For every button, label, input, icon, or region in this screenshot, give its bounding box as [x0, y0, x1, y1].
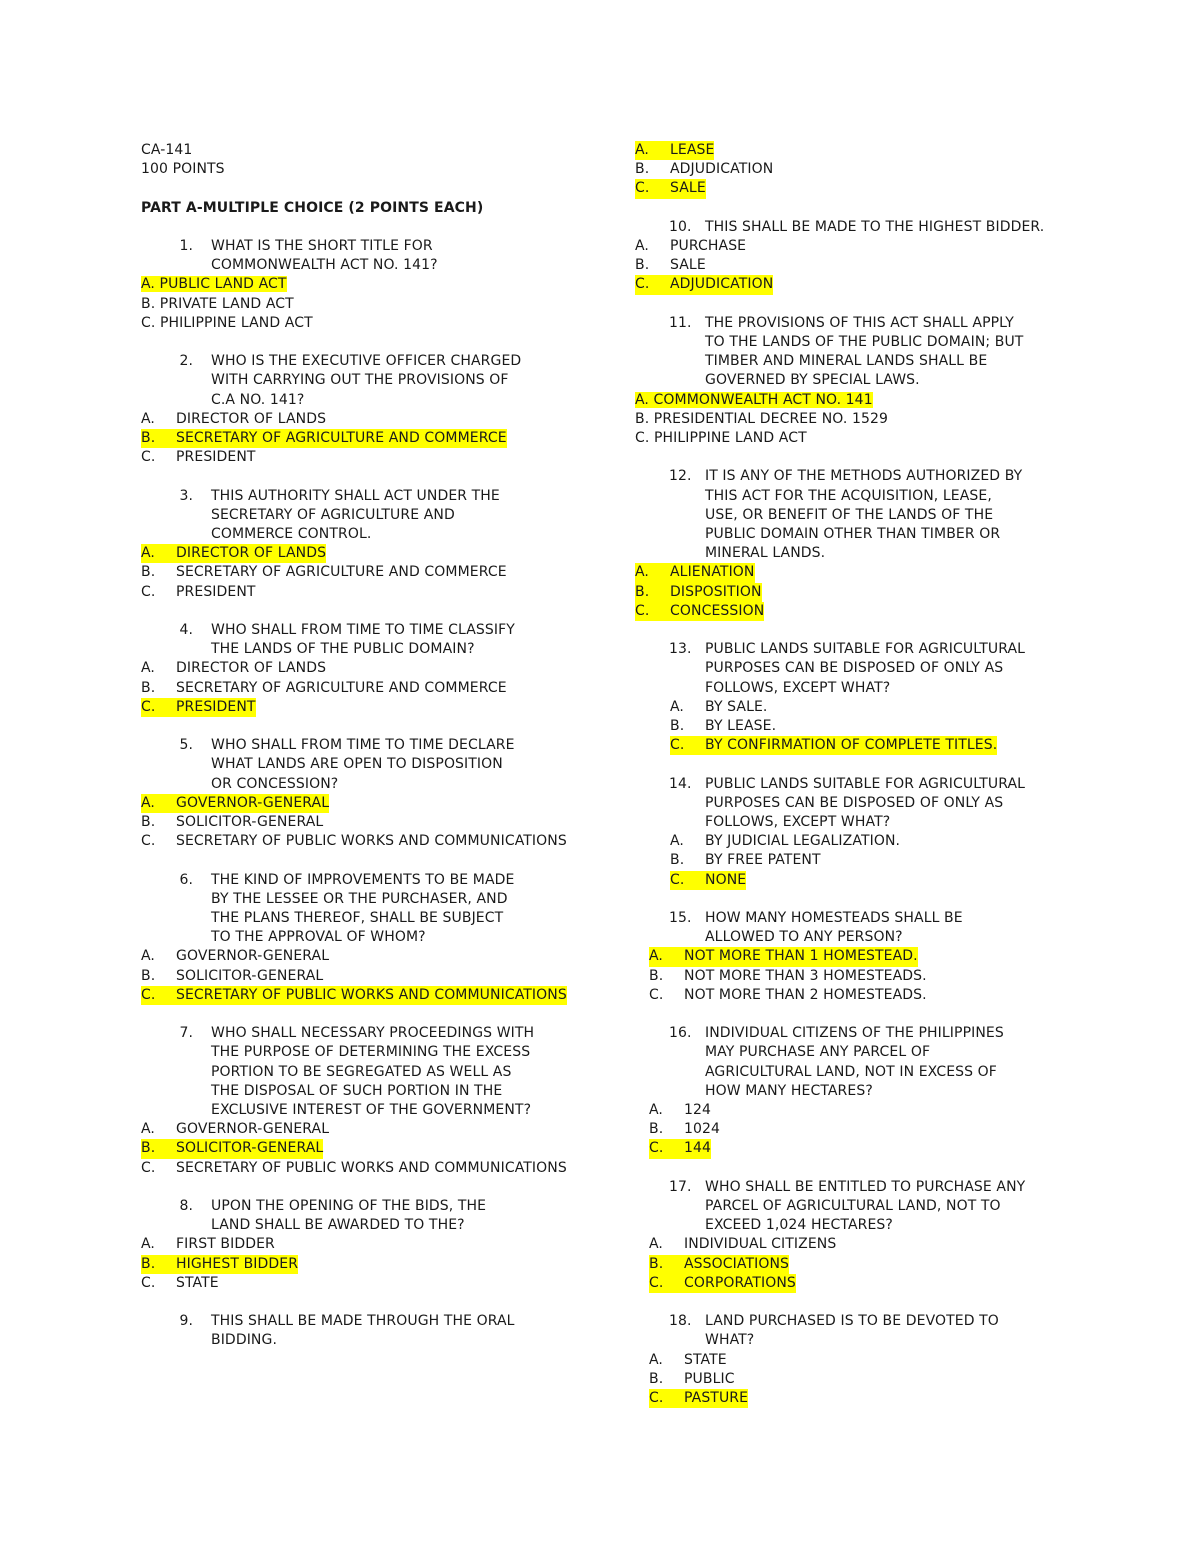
question-block: [635, 1024, 1085, 1158]
option-label: C.: [649, 1139, 684, 1158]
question-block: [635, 467, 1085, 621]
option-text: 1024: [684, 1121, 721, 1138]
option-text: ADJUDICATION: [670, 161, 774, 178]
option-text: PRESIDENT: [176, 583, 256, 600]
question-block: [635, 1312, 1085, 1408]
question-text: WHO SHALL BE ENTITLED TO PURCHASE ANY PARCEL OF AGRICULTURAL LAND, NOT TO EXCEED 1,024 HECTARES?: [705, 1178, 1026, 1234]
option-label: A.: [141, 410, 155, 427]
part-heading: PART A-MULTIPLE CHOICE (2 POINTS EACH): [141, 199, 484, 216]
option-text: SOLICITOR-GENERAL: [176, 1139, 323, 1158]
option-label: A.: [635, 141, 670, 160]
option-text: GOVERNOR-GENERAL: [176, 1121, 330, 1138]
answer-option: [670, 736, 1085, 755]
option-text: SECRETARY OF AGRICULTURE AND COMMERCE: [176, 564, 507, 581]
option-text: SECRETARY OF PUBLIC WORKS AND COMMUNICATIONS: [176, 1159, 567, 1176]
question-number: 9.: [179, 1313, 193, 1330]
answer-option: [635, 237, 1085, 256]
question-number: 14.: [669, 775, 692, 792]
option-text: DIRECTOR OF LANDS: [176, 544, 326, 563]
question-text: THIS SHALL BE MADE THROUGH THE ORAL BIDDING.: [211, 1313, 515, 1349]
option-text: STATE: [684, 1351, 727, 1368]
question-text: THE PROVISIONS OF THIS ACT SHALL APPLY TO THE LANDS OF THE PUBLIC DOMAIN; BUT TIMBER AND MINERAL LANDS SHALL BE GOVERNED BY SPECIAL LAWS.: [705, 314, 1024, 389]
option-text: DIRECTOR OF LANDS: [176, 660, 327, 677]
answer-option: [141, 659, 581, 678]
answer-option: [670, 717, 1085, 736]
question-text: WHO SHALL FROM TIME TO TIME CLASSIFY THE LANDS OF THE PUBLIC DOMAIN?: [211, 622, 515, 658]
question-block: [141, 621, 581, 717]
answer-option: [141, 544, 581, 563]
option-text: BY CONFIRMATION OF COMPLETE TITLES.: [705, 736, 997, 755]
answer-option: [141, 1139, 581, 1158]
option-label: A.: [141, 1236, 155, 1253]
option-label: B.: [649, 1255, 684, 1274]
question-block: [141, 352, 581, 467]
question-text: THIS SHALL BE MADE TO THE HIGHEST BIDDER.: [705, 218, 1045, 235]
question-number: 17.: [669, 1178, 692, 1195]
option-text: SOLICITOR-GENERAL: [176, 967, 324, 984]
answer-option: [635, 275, 1085, 294]
option-text: DISPOSITION: [670, 583, 762, 602]
answer-option: [141, 698, 581, 717]
option-label: B.: [141, 814, 156, 831]
question-number: 6.: [179, 871, 193, 888]
option-text: BY JUDICIAL LEGALIZATION.: [705, 833, 901, 850]
answer-option: [141, 967, 581, 986]
option-text: SECRETARY OF PUBLIC WORKS AND COMMUNICATIONS: [176, 833, 567, 850]
question-block: [635, 314, 1085, 448]
question-text: PUBLIC LANDS SUITABLE FOR AGRICULTURAL PURPOSES CAN BE DISPOSED OF ONLY AS FOLLOWS, EXCEPT WHAT?: [705, 775, 1026, 831]
option-text: 124: [684, 1102, 712, 1119]
option-label: A.: [141, 544, 176, 563]
question-block: [141, 237, 581, 333]
answer-option: [635, 410, 1085, 429]
answer-option: [635, 179, 1085, 198]
answer-option: [649, 1351, 1085, 1370]
question-text: WHAT IS THE SHORT TITLE FOR COMMONWEALTH ACT NO. 141?: [211, 237, 438, 274]
option-label: A.: [649, 1236, 663, 1253]
question-text: PUBLIC LANDS SUITABLE FOR AGRICULTURAL PURPOSES CAN BE DISPOSED OF ONLY AS FOLLOWS, EXCEPT WHAT?: [705, 641, 1026, 696]
option-label: B.: [649, 967, 664, 984]
option-label: B.: [141, 429, 176, 448]
question: [669, 1312, 1029, 1350]
question-number: 16.: [669, 1025, 692, 1042]
answer-option: [141, 813, 581, 832]
question-text: UPON THE OPENING OF THE BIDS, THE LAND SHALL BE AWARDED TO THE?: [211, 1198, 487, 1234]
question-block: [635, 909, 1085, 1005]
option-text: HIGHEST BIDDER: [176, 1255, 298, 1274]
answer-option: [141, 275, 581, 294]
answer-option: [635, 391, 1085, 410]
option-text: FIRST BIDDER: [176, 1236, 275, 1253]
option-text: CONCESSION: [670, 602, 764, 621]
option-text: B. PRESIDENTIAL DECREE NO. 1529: [635, 410, 888, 427]
option-text: SALE: [670, 257, 706, 274]
question-text: WHO SHALL FROM TIME TO TIME DECLARE WHAT LANDS ARE OPEN TO DISPOSITION OR CONCESSION?: [211, 737, 515, 792]
option-text: NOT MORE THAN 2 HOMESTEADS.: [684, 986, 927, 1003]
option-label: B.: [141, 1255, 176, 1274]
question-number: 3.: [179, 487, 193, 504]
answer-option: [141, 1274, 581, 1293]
question: [175, 1312, 515, 1350]
question: [175, 1197, 515, 1235]
answer-option: [635, 583, 1085, 602]
option-label: B.: [141, 564, 156, 581]
answer-option: [141, 295, 581, 314]
question-number: 10.: [669, 218, 692, 235]
option-text: 144: [684, 1139, 711, 1158]
question-block: [141, 1312, 581, 1350]
option-label: C.: [649, 1389, 684, 1408]
answer-option: [635, 602, 1085, 621]
answer-option: [141, 947, 581, 966]
option-text: SECRETARY OF PUBLIC WORKS AND COMMUNICATIONS: [176, 986, 567, 1005]
option-text: ALIENATION: [670, 563, 755, 582]
answer-option: [649, 1120, 1085, 1139]
option-label: C.: [141, 698, 176, 717]
question-number: 12.: [669, 468, 692, 485]
answer-option: [670, 698, 1085, 717]
option-label: B.: [649, 1121, 664, 1138]
option-text: C. PHILIPPINE LAND ACT: [141, 314, 313, 331]
question: [669, 909, 1029, 947]
option-label: C.: [141, 449, 156, 466]
answer-option: [670, 851, 1085, 870]
option-label: C.: [635, 275, 670, 294]
option-label: B.: [141, 679, 156, 696]
option-text: PRESIDENT: [176, 449, 256, 466]
option-label: B.: [635, 257, 650, 274]
option-text: ADJUDICATION: [670, 275, 773, 294]
answer-option: [635, 141, 1085, 160]
question: [175, 621, 535, 659]
question: [669, 218, 1079, 237]
question-text: THE KIND OF IMPROVEMENTS TO BE MADE BY THE LESSEE OR THE PURCHASER, AND THE PLANS THEREOF, SHALL BE SUBJECT TO THE APPROVAL OF WHOM?: [211, 871, 515, 946]
question-text: WHO SHALL NECESSARY PROCEEDINGS WITH THE PURPOSE OF DETERMINING THE EXCESS PORTION TO BE SEGREGATED AS WELL AS THE DISPOSAL OF SUCH PORTION IN THE EXCLUSIVE INTEREST OF THE GOVERNMENT?: [211, 1025, 535, 1119]
question: [175, 487, 515, 545]
option-label: A.: [670, 833, 684, 850]
question-block-continued: [635, 141, 1085, 199]
option-text: CORPORATIONS: [684, 1274, 796, 1293]
option-text: PRESIDENT: [176, 698, 256, 717]
option-text: C. PHILIPPINE LAND ACT: [635, 430, 807, 447]
question-number: 5.: [179, 737, 193, 754]
option-text: PURCHASE: [670, 238, 747, 254]
option-label: A.: [635, 563, 670, 582]
option-text: NONE: [705, 871, 746, 890]
option-label: A.: [670, 698, 684, 715]
question-block: [141, 871, 581, 1005]
answer-option: [670, 871, 1085, 890]
option-text: SALE: [670, 179, 706, 198]
option-text: A. PUBLIC LAND ACT: [141, 276, 287, 293]
question-block: [141, 736, 581, 851]
option-text: GOVERNOR-GENERAL: [176, 948, 330, 965]
question: [669, 1024, 1029, 1101]
option-label: C.: [670, 736, 705, 755]
option-label: A.: [649, 1351, 663, 1368]
option-label: B.: [141, 967, 156, 984]
question: [669, 775, 1029, 833]
answer-option: [141, 410, 581, 429]
question-number: 7.: [179, 1025, 193, 1042]
option-label: C.: [141, 986, 176, 1005]
question-number: 13.: [669, 641, 692, 658]
question: [669, 1178, 1029, 1236]
option-text: NOT MORE THAN 1 HOMESTEAD.: [684, 947, 918, 966]
question: [175, 1024, 535, 1120]
option-label: A.: [649, 1102, 663, 1119]
answer-option: [649, 1255, 1085, 1274]
answer-option: [649, 967, 1085, 986]
option-label: B.: [635, 161, 650, 178]
option-text: STATE: [176, 1274, 219, 1291]
question: [669, 467, 1029, 563]
option-label: C.: [141, 1274, 156, 1291]
option-label: A.: [141, 948, 155, 965]
option-text: BY SALE.: [705, 698, 768, 715]
answer-option: [635, 563, 1085, 582]
question-number: 15.: [669, 910, 692, 927]
option-label: B.: [141, 1139, 176, 1158]
option-text: BY FREE PATENT: [705, 852, 821, 869]
answer-option: [141, 563, 581, 582]
answer-option: [141, 986, 581, 1005]
question-block: [635, 775, 1085, 890]
answer-option: [141, 1235, 581, 1254]
answer-option: [649, 1235, 1085, 1254]
question-number: 8.: [179, 1198, 193, 1215]
option-text: SOLICITOR-GENERAL: [176, 814, 324, 831]
option-label: C.: [635, 602, 670, 621]
question-text: LAND PURCHASED IS TO BE DEVOTED TO WHAT?: [705, 1313, 999, 1349]
option-label: B.: [670, 718, 685, 735]
question-block: [635, 1178, 1085, 1293]
option-text: BY LEASE.: [705, 718, 777, 735]
answer-option: [649, 947, 1085, 966]
option-label: A.: [649, 947, 684, 966]
option-label: A.: [141, 1121, 155, 1138]
option-text: GOVERNOR-GENERAL: [176, 794, 329, 813]
option-text: DIRECTOR OF LANDS: [176, 410, 327, 427]
question: [669, 640, 1029, 698]
option-text: A. COMMONWEALTH ACT NO. 141: [635, 391, 873, 408]
answer-option: [670, 832, 1085, 851]
answer-option: [141, 448, 581, 467]
answer-option: [635, 160, 1085, 179]
question-block: [141, 1197, 581, 1293]
answer-option: [141, 583, 581, 602]
question: [175, 736, 525, 794]
question-number: 1.: [179, 237, 193, 254]
answer-option: [649, 1139, 1085, 1158]
question-block: [141, 1024, 581, 1178]
option-label: C.: [635, 179, 670, 198]
question: [175, 871, 525, 948]
option-text: ASSOCIATIONS: [684, 1255, 789, 1274]
question-text: IT IS ANY OF THE METHODS AUTHORIZED BY THIS ACT FOR THE ACQUISITION, LEASE, USE, OR BENEFIT OF THE LANDS OF THE PUBLIC DOMAIN OTHER THAN TIMBER OR MINERAL LANDS.: [705, 468, 1023, 562]
right-column: [635, 141, 1085, 1427]
total-points: 100 POINTS: [141, 161, 225, 178]
question-block: [141, 487, 581, 602]
option-label: C.: [141, 833, 156, 850]
option-label: A.: [141, 660, 155, 677]
option-label: C.: [649, 986, 664, 1003]
question-text: WHO IS THE EXECUTIVE OFFICER CHARGED WITH CARRYING OUT THE PROVISIONS OF C.A NO. 141?: [211, 353, 522, 408]
option-text: B. PRIVATE LAND ACT: [141, 295, 294, 312]
answer-option: [649, 1101, 1085, 1120]
answer-option: [141, 679, 581, 698]
answer-option: [649, 1389, 1085, 1408]
answer-option: [141, 429, 581, 448]
option-label: B.: [649, 1370, 664, 1387]
question: [175, 237, 535, 275]
answer-option: [649, 1274, 1085, 1293]
answer-option: [141, 1159, 581, 1178]
answer-option: [141, 794, 581, 813]
option-text: INDIVIDUAL CITIZENS: [684, 1236, 837, 1253]
question-text: HOW MANY HOMESTEADS SHALL BE ALLOWED TO ANY PERSON?: [705, 910, 963, 946]
exam-code: CA-141: [141, 142, 193, 158]
question-block: [635, 218, 1085, 295]
answer-option: [635, 256, 1085, 275]
question-block: [635, 640, 1085, 755]
question-number: 11.: [669, 314, 692, 331]
answer-option: [141, 832, 581, 851]
option-label: C.: [141, 583, 156, 600]
answer-option: [635, 429, 1085, 448]
option-text: LEASE: [670, 141, 714, 160]
option-label: B.: [670, 852, 685, 869]
option-text: NOT MORE THAN 3 HOMESTEADS.: [684, 967, 927, 984]
option-label: C.: [670, 871, 705, 890]
question-number: 4.: [179, 622, 193, 638]
answer-option: [141, 1255, 581, 1274]
question: [175, 352, 535, 410]
option-label: B.: [635, 583, 670, 602]
answer-option: [141, 1120, 581, 1139]
option-label: A.: [635, 238, 649, 254]
question-number: 18.: [669, 1313, 692, 1330]
question: [669, 314, 1029, 391]
answer-option: [649, 1370, 1085, 1389]
option-label: C.: [141, 1159, 156, 1176]
option-text: PUBLIC: [684, 1370, 735, 1387]
option-label: A.: [141, 794, 176, 813]
option-text: PASTURE: [684, 1389, 748, 1408]
question-text: THIS AUTHORITY SHALL ACT UNDER THE SECRETARY OF AGRICULTURE AND COMMERCE CONTROL.: [211, 487, 500, 542]
answer-option: [649, 986, 1085, 1005]
answer-option: [141, 314, 581, 333]
question-text: INDIVIDUAL CITIZENS OF THE PHILIPPINES MAY PURCHASE ANY PARCEL OF AGRICULTURAL LAND, NOT IN EXCESS OF HOW MANY HECTARES?: [705, 1025, 1004, 1099]
question-number: 2.: [179, 353, 193, 370]
option-text: SECRETARY OF AGRICULTURE AND COMMERCE: [176, 429, 507, 448]
left-column: [141, 141, 581, 1351]
option-label: C.: [649, 1274, 684, 1293]
option-text: SECRETARY OF AGRICULTURE AND COMMERCE: [176, 679, 507, 696]
